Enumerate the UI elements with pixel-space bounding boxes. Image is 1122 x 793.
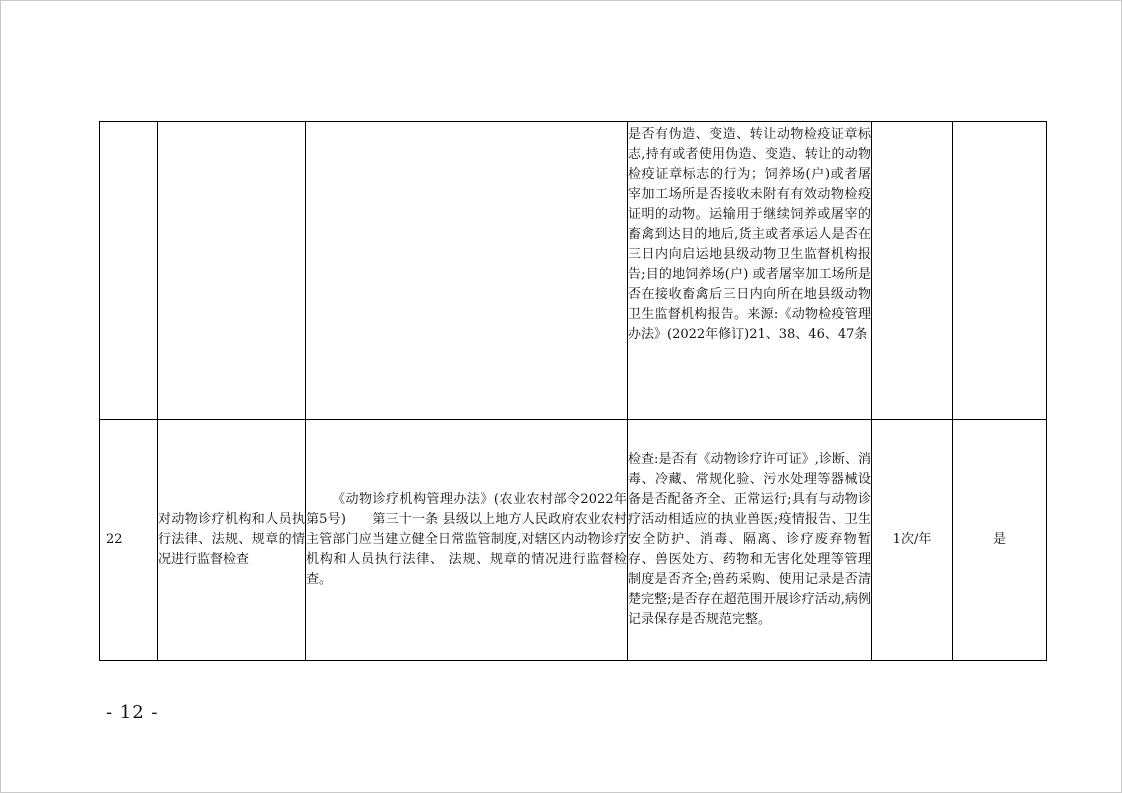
- basis-cell: [306, 122, 628, 420]
- flag-cell: 是: [953, 420, 1047, 661]
- table-row: [100, 420, 1047, 661]
- row-number-cell: [100, 122, 158, 420]
- table-row: [100, 122, 1047, 420]
- page-number: - 12 -: [106, 702, 159, 723]
- item-cell: 对动物诊疗机构和人员执行法律、法规、规章的情况进行监督检查: [158, 420, 306, 661]
- content-cell: 检查:是否有《动物诊疗许可证》,诊断、消毒、冷藏、常规化验、污水处理等器械设备是否配备齐全、正常运行;具有与动物诊疗活动相适应的执业兽医;疫情报告、卫生安全防护、消毒、隔离、诊疗废弃物暂存、兽医处方、药物和无害化处理等管理制度是否齐全;兽药采购、使用记录是否清楚完整;是否存在超范围开展诊疗活动,病例记录保存是否规范完整。: [628, 420, 872, 661]
- frequency-cell: [872, 122, 953, 420]
- basis-cell: 《动物诊疗机构管理办法》(农业农村部令2022年第5号) 第三十一条 县级以上地方人民政府农业农村主管部门应当建立健全日常监管制度,对辖区内动物诊疗机构和人员执行法律、 法规、规章的情况进行监督检查。: [306, 420, 628, 661]
- item-cell: [158, 122, 306, 420]
- inspection-table: [99, 121, 1047, 661]
- frequency-cell: 1次/年: [872, 420, 953, 661]
- content-cell: 是否有伪造、变造、转让动物检疫证章标志,持有或者使用伪造、变造、转让的动物检疫证章标志的行为；饲养场(户)或者屠宰加工场所是否接收未附有有效动物检疫证明的动物。运输用于继续饲养或屠宰的畜禽到达目的地后,货主或者承运人是否在三日内向启运地县级动物卫生监督机构报告;目的地饲养场(户) 或者屠宰加工场所是否在接收畜禽后三日内向所在地县级动物卫生监督机构报告。来源:《动物检疫管理办法》(2022年修订)21、38、46、47条: [628, 122, 872, 420]
- flag-cell: [953, 122, 1047, 420]
- row-number-cell: 22: [100, 420, 158, 661]
